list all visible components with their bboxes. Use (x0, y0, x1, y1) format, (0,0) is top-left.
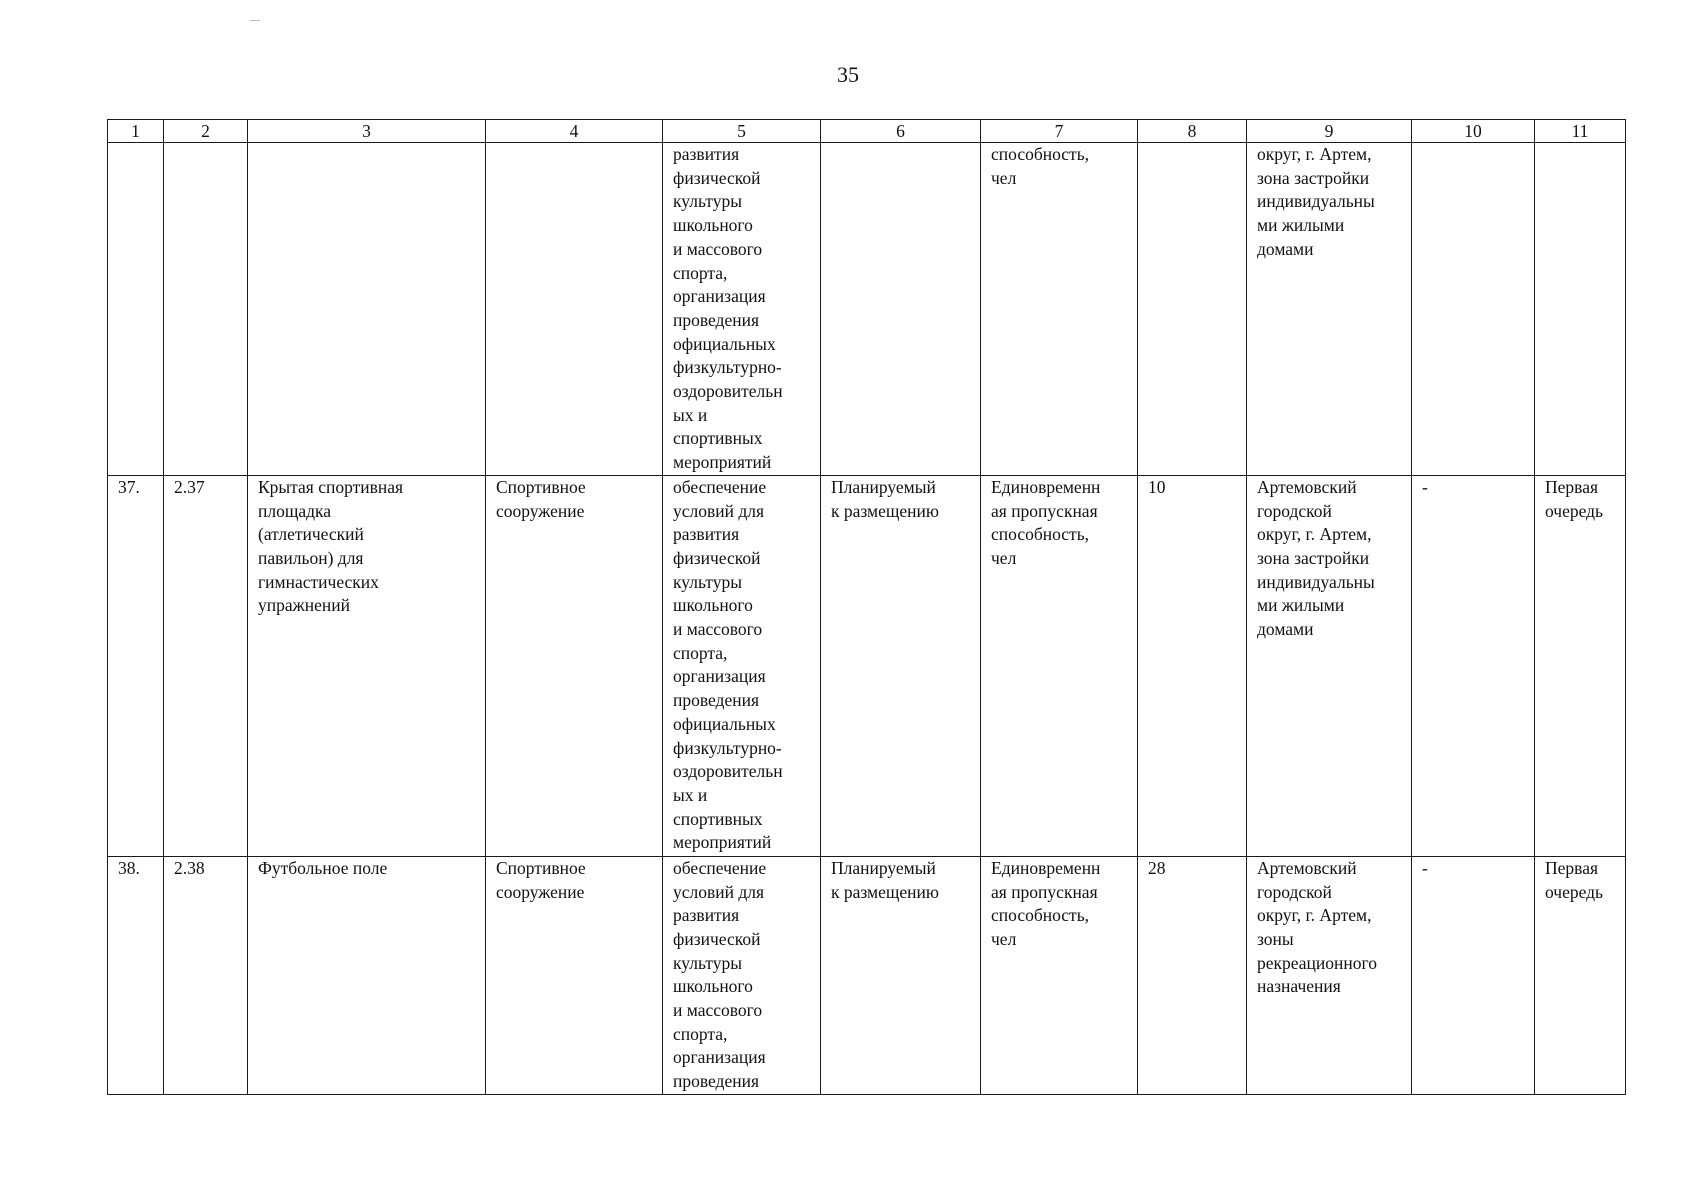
table-cell: - (1412, 475, 1535, 856)
table-cell: Футбольное поле (248, 856, 486, 1094)
table-cell: Первая очередь (1535, 475, 1626, 856)
table-cell (1412, 143, 1535, 476)
column-header: 9 (1247, 120, 1412, 143)
table-cell: способность, чел (981, 143, 1138, 476)
table-cell (486, 143, 663, 476)
column-header: 2 (164, 120, 248, 143)
table-cell: 38. (108, 856, 164, 1094)
table-cell: Единовременн ая пропускная способность, чел (981, 475, 1138, 856)
table-cell: 2.37 (164, 475, 248, 856)
table-row (108, 143, 1626, 476)
table-cell: Спортивное сооружение (486, 856, 663, 1094)
table-cell: округ, г. Артем, зона застройки индивидуальны ми жилыми домами (1247, 143, 1412, 476)
table-cell: - (1412, 856, 1535, 1094)
header-row (108, 120, 1626, 143)
table-cell: 2.38 (164, 856, 248, 1094)
table-cell: 10 (1138, 475, 1247, 856)
column-header: 4 (486, 120, 663, 143)
table-cell: Первая очередь (1535, 856, 1626, 1094)
table-cell (1138, 143, 1247, 476)
table-cell: Артемовский городской округ, г. Артем, зоны рекреационного назначения (1247, 856, 1412, 1094)
column-header: 10 (1412, 120, 1535, 143)
column-header: 1 (108, 120, 164, 143)
table-cell: Крытая спортивная площадка (атлетический павильон) для гимнастических упражнений (248, 475, 486, 856)
table-cell (1535, 143, 1626, 476)
table-cell: Единовременн ая пропускная способность, чел (981, 856, 1138, 1094)
table-cell: развития физической культуры школьного и массового спорта, организация проведения официальных физкультурно- оздоровительн ых и спортивных мероприятий (663, 143, 821, 476)
table-cell (164, 143, 248, 476)
column-header: 7 (981, 120, 1138, 143)
table-row (108, 856, 1626, 1094)
page-number: 35 (837, 62, 859, 87)
table-cell: 28 (1138, 856, 1247, 1094)
column-header: 6 (821, 120, 981, 143)
table-cell: Артемовский городской округ, г. Артем, зона застройки индивидуальны ми жилыми домами (1247, 475, 1412, 856)
column-header: 5 (663, 120, 821, 143)
table-cell: Планируемый к размещению (821, 475, 981, 856)
table-cell: 37. (108, 475, 164, 856)
table-cell (821, 143, 981, 476)
table-cell (108, 143, 164, 476)
table-row (108, 475, 1626, 856)
column-header: 8 (1138, 120, 1247, 143)
table-cell: обеспечение условий для развития физической культуры школьного и массового спорта, организация проведения (663, 856, 821, 1094)
table-cell: обеспечение условий для развития физической культуры школьного и массового спорта, организация проведения официальных физкультурно- оздоровительн ых и спортивных мероприятий (663, 475, 821, 856)
scan-mark (250, 20, 260, 21)
table-cell: Планируемый к размещению (821, 856, 981, 1094)
table-cell: Спортивное сооружение (486, 475, 663, 856)
data-table (107, 119, 1626, 1095)
column-header: 3 (248, 120, 486, 143)
table-cell (248, 143, 486, 476)
column-header: 11 (1535, 120, 1626, 143)
